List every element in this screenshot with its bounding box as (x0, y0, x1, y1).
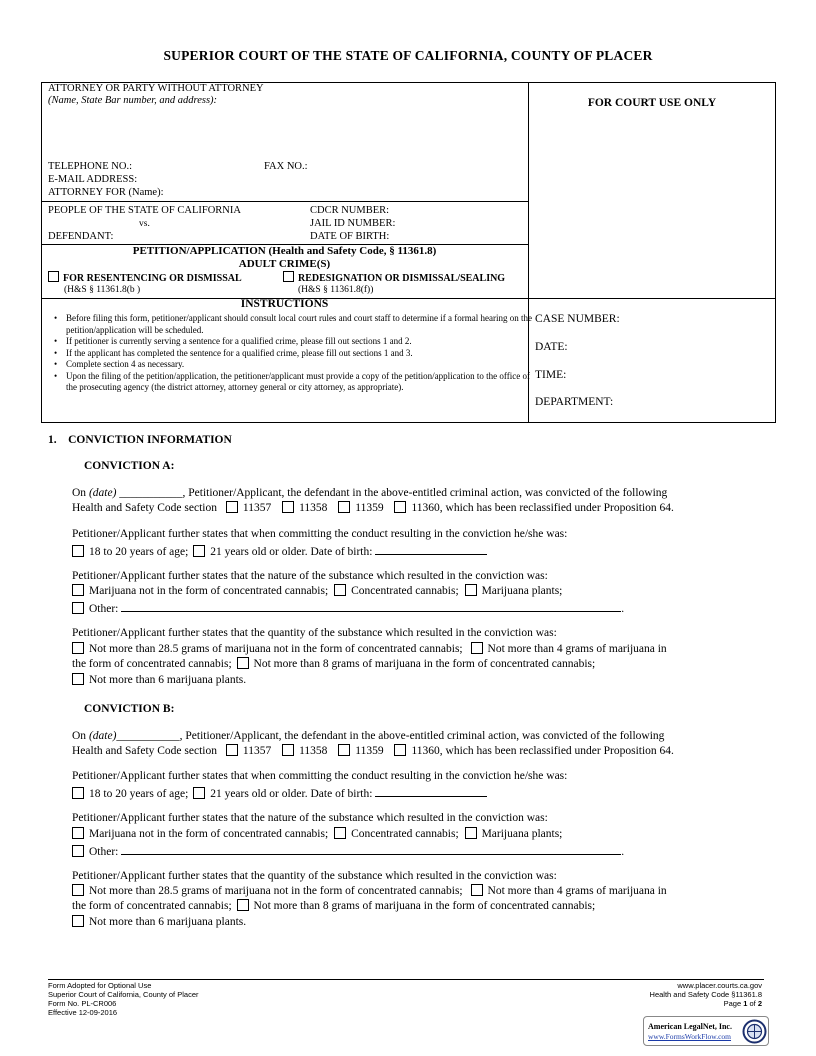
court-use-label: FOR COURT USE ONLY (587, 97, 717, 109)
nature-1-label: Marijuana not in the form of concentrated cannabis; (89, 585, 329, 597)
checkbox[interactable] (226, 501, 238, 513)
checkbox[interactable] (237, 657, 249, 669)
qty-1-label: Not more than 28.5 grams of marijuana not in the form of concentrated cannabis; (89, 885, 463, 897)
checkbox[interactable] (193, 545, 205, 557)
qty-3-label: Not more than 8 grams of marijuana in the form of concentrated cannabis; (253, 900, 596, 912)
conviction-b-heading: CONVICTION B: (84, 703, 175, 715)
nature-intro: Petitioner/Applicant further states that the nature of the substance which resulted in the conviction was: (72, 570, 548, 582)
nature-3-label: Marijuana plants; (481, 828, 563, 840)
checkbox[interactable] (237, 899, 249, 911)
logo-name: American LegalNet, Inc. (648, 1022, 732, 1031)
checkbox[interactable] (72, 787, 84, 799)
qty-1-label: Not more than 28.5 grams of marijuana not in the form of concentrated cannabis; (89, 643, 463, 655)
checkbox[interactable] (72, 884, 84, 896)
date-label: (date) (88, 487, 117, 499)
checkbox[interactable] (72, 827, 84, 839)
checkbox[interactable] (48, 271, 59, 282)
footer-code: Health and Safety Code §11361.8 (649, 990, 762, 999)
footer-line: Form Adopted for Optional Use (48, 981, 152, 990)
dob-field[interactable] (375, 543, 487, 555)
age-18-label: 18 to 20 years of age; (89, 546, 189, 558)
other-field[interactable] (121, 600, 621, 612)
dob-label[interactable]: DATE OF BIRTH: (310, 231, 390, 242)
checkbox[interactable] (72, 584, 84, 596)
qty-2-cont: the form of concentrated cannabis; (72, 900, 232, 912)
intro-text: , Petitioner/Applicant, the defendant in the above-entitled criminal action, was convicted of the following (182, 487, 668, 499)
attorney-for-label[interactable]: ATTORNEY FOR (Name): (48, 187, 164, 198)
checkbox[interactable] (338, 501, 350, 513)
other-label: Other: (89, 603, 119, 615)
age-intro: Petitioner/Applicant further states that when committing the conduct resulting in the conviction he/she was: (72, 528, 568, 540)
qty-2-label: Not more than 4 grams of marijuana in (487, 643, 667, 655)
checkbox[interactable] (72, 545, 84, 557)
qty-line-3 (72, 915, 246, 931)
checkbox[interactable] (193, 787, 205, 799)
fax-label[interactable]: FAX NO.: (264, 161, 308, 172)
hsc-label: Health and Safety Code section (72, 502, 217, 514)
date-field[interactable]: ___________ (119, 487, 183, 499)
attorney-sublabel: (Name, State Bar number, and address): (48, 95, 218, 106)
telephone-label[interactable]: TELEPHONE NO.: (48, 161, 132, 172)
nature-1-label: Marijuana not in the form of concentrated cannabis; (89, 828, 329, 840)
qty-intro: Petitioner/Applicant further states that the quantity of the substance which resulted in the conviction was: (72, 870, 557, 882)
adult-crimes-title: ADULT CRIME(S) (238, 258, 331, 270)
age-intro: Petitioner/Applicant further states that when committing the conduct resulting in the conviction he/she was: (72, 770, 568, 782)
qty-line-2 (72, 899, 595, 915)
conviction-b-intro (72, 729, 772, 745)
case-number-label[interactable]: CASE NUMBER: (535, 313, 620, 325)
conviction-b-codes (72, 744, 674, 760)
footer-rule (48, 979, 764, 980)
option-redesignation-code: (H&S § 11361.8(f)) (298, 285, 374, 295)
footer-right (650, 981, 762, 1008)
cdcr-label[interactable]: CDCR NUMBER: (310, 205, 390, 216)
checkbox[interactable] (394, 744, 406, 756)
page-indicator (650, 999, 762, 1008)
age-21-label: 21 years old or older. Date of birth: (210, 788, 373, 800)
checkbox[interactable] (72, 602, 84, 614)
date-label: (date) (88, 730, 117, 742)
footer-line: Effective 12-09-2016 (48, 1008, 118, 1017)
footer-line: Superior Court of California, County of Placer (48, 990, 199, 999)
section-heading: 1. CONVICTION INFORMATION (48, 434, 232, 446)
time-label[interactable]: TIME: (535, 369, 567, 381)
conviction-a-heading: CONVICTION A: (84, 460, 175, 472)
hsc-label: Health and Safety Code section (72, 745, 217, 757)
qty-line-2 (72, 657, 595, 673)
nature-3-label: Marijuana plants; (481, 585, 563, 597)
qty-4-label: Not more than 6 marijuana plants. (89, 674, 247, 686)
nature-2-label: Concentrated cannabis; (351, 828, 459, 840)
date-field[interactable]: ___________ (116, 730, 180, 742)
code-11357: 11357 (242, 745, 272, 757)
date-label[interactable]: DATE: (535, 341, 568, 353)
age-options (72, 543, 487, 561)
checkbox[interactable] (282, 744, 294, 756)
globe-icon (742, 1019, 767, 1044)
checkbox[interactable] (334, 827, 346, 839)
checkbox[interactable] (283, 271, 294, 282)
qty-intro: Petitioner/Applicant further states that the quantity of the substance which resulted in the conviction was: (72, 627, 557, 639)
conviction-a-intro (72, 486, 772, 502)
nature-options (72, 827, 562, 843)
petition-title: PETITION/APPLICATION (Health and Safety Code, § 11361.8) (132, 245, 437, 257)
nature-options (72, 584, 562, 600)
footer-left (48, 981, 199, 1017)
attorney-label: ATTORNEY OR PARTY WITHOUT ATTORNEY (48, 83, 264, 94)
checkbox[interactable] (334, 584, 346, 596)
defendant-label[interactable]: DEFENDANT: (48, 231, 114, 242)
list-item: • Before filing this form, petitioner/applicant should consult local court rules and court staff to determine if a formal hearing on the petition/application will be scheduled. (66, 313, 538, 336)
email-label[interactable]: E-MAIL ADDRESS: (48, 174, 138, 185)
code-11358: 11358 (299, 502, 328, 514)
other-label: Other: (89, 846, 119, 858)
page-prefix: Page (723, 999, 744, 1008)
checkbox[interactable] (72, 845, 84, 857)
page-of: of (747, 999, 758, 1008)
page-number: 1 (743, 999, 748, 1008)
on-text: On (72, 487, 87, 499)
code-11360: 11360, which has been reclassified under Proposition 64. (411, 745, 674, 757)
on-text: On (72, 730, 87, 742)
dob-field[interactable] (375, 785, 487, 797)
nature-intro: Petitioner/Applicant further states that the nature of the substance which resulted in the conviction was: (72, 812, 548, 824)
code-11360: 11360, which has been reclassified under Proposition 64. (411, 502, 674, 514)
option-resentencing-code: (H&S § 11361.8(b ) (64, 285, 141, 295)
checkbox[interactable] (465, 827, 477, 839)
qty-4-label: Not more than 6 marijuana plants. (89, 916, 247, 928)
code-11359: 11359 (355, 502, 384, 514)
option-resentencing-label: FOR RESENTENCING OR DISMISSAL (63, 273, 242, 284)
department-label[interactable]: DEPARTMENT: (535, 396, 614, 408)
checkbox[interactable] (226, 744, 238, 756)
other-field[interactable] (121, 843, 621, 855)
checkbox[interactable] (72, 642, 84, 654)
code-11357: 11357 (242, 502, 272, 514)
checkbox[interactable] (471, 642, 483, 654)
list-item: • Upon the filing of the petition/application, the petitioner/applicant must provide a copy of the petition/application to the office of the prosecuting agency (the district attorney, attorney general or city attorney, as appropriate). (66, 371, 538, 394)
qty-2-label: Not more than 4 grams of marijuana in (487, 885, 667, 897)
divider (41, 201, 528, 202)
jail-id-label[interactable]: JAIL ID NUMBER: (310, 218, 396, 229)
qty-line-1 (72, 884, 667, 900)
list-item: • If the applicant has completed the sentence for a qualified crime, please fill out sections 1 and 3. (66, 348, 538, 360)
age-21-label: 21 years old or older. Date of birth: (210, 546, 373, 558)
qty-line-3 (72, 673, 246, 689)
footer-url[interactable]: www.placer.courts.ca.gov (677, 981, 762, 990)
checkbox[interactable] (394, 501, 406, 513)
checkbox[interactable] (72, 915, 84, 927)
intro-text: , Petitioner/Applicant, the defendant in the above-entitled criminal action, was convicted of the following (179, 730, 665, 742)
checkbox[interactable] (282, 501, 294, 513)
code-11358: 11358 (299, 745, 328, 757)
nature-other: Other: . (72, 600, 624, 618)
legalnet-logo[interactable] (643, 1016, 769, 1046)
checkbox[interactable] (72, 673, 84, 685)
qty-3-label: Not more than 8 grams of marijuana in the form of concentrated cannabis; (253, 658, 596, 670)
age-18-label: 18 to 20 years of age; (89, 788, 189, 800)
instructions-list (48, 313, 538, 394)
page-title: SUPERIOR COURT OF THE STATE OF CALIFORNIA, COUNTY OF PLACER (163, 48, 653, 63)
list-item: • If petitioner is currently serving a sentence for a qualified crime, please fill out sections 1 and 2. (66, 336, 538, 348)
checkbox[interactable] (338, 744, 350, 756)
checkbox[interactable] (471, 884, 483, 896)
list-item: • Complete section 4 as necessary. (66, 359, 538, 371)
conviction-a-codes (72, 501, 674, 517)
age-options (72, 785, 487, 803)
nature-other: Other: . (72, 843, 624, 861)
qty-line-1 (72, 642, 667, 658)
checkbox[interactable] (465, 584, 477, 596)
footer-line: Form No. PL-CR006 (48, 999, 117, 1008)
code-11359: 11359 (355, 745, 384, 757)
nature-2-label: Concentrated cannabis; (351, 585, 459, 597)
option-redesignation-label: REDESIGNATION OR DISMISSAL/SEALING (298, 273, 506, 284)
vs-label: vs. (139, 219, 150, 229)
instructions-title: INSTRUCTIONS (240, 298, 329, 310)
qty-2-cont: the form of concentrated cannabis; (72, 658, 232, 670)
logo-url[interactable]: www.FormsWorkFlow.com (648, 1032, 732, 1041)
people-label: PEOPLE OF THE STATE OF CALIFORNIA (48, 205, 241, 216)
page-total: 2 (757, 999, 762, 1008)
